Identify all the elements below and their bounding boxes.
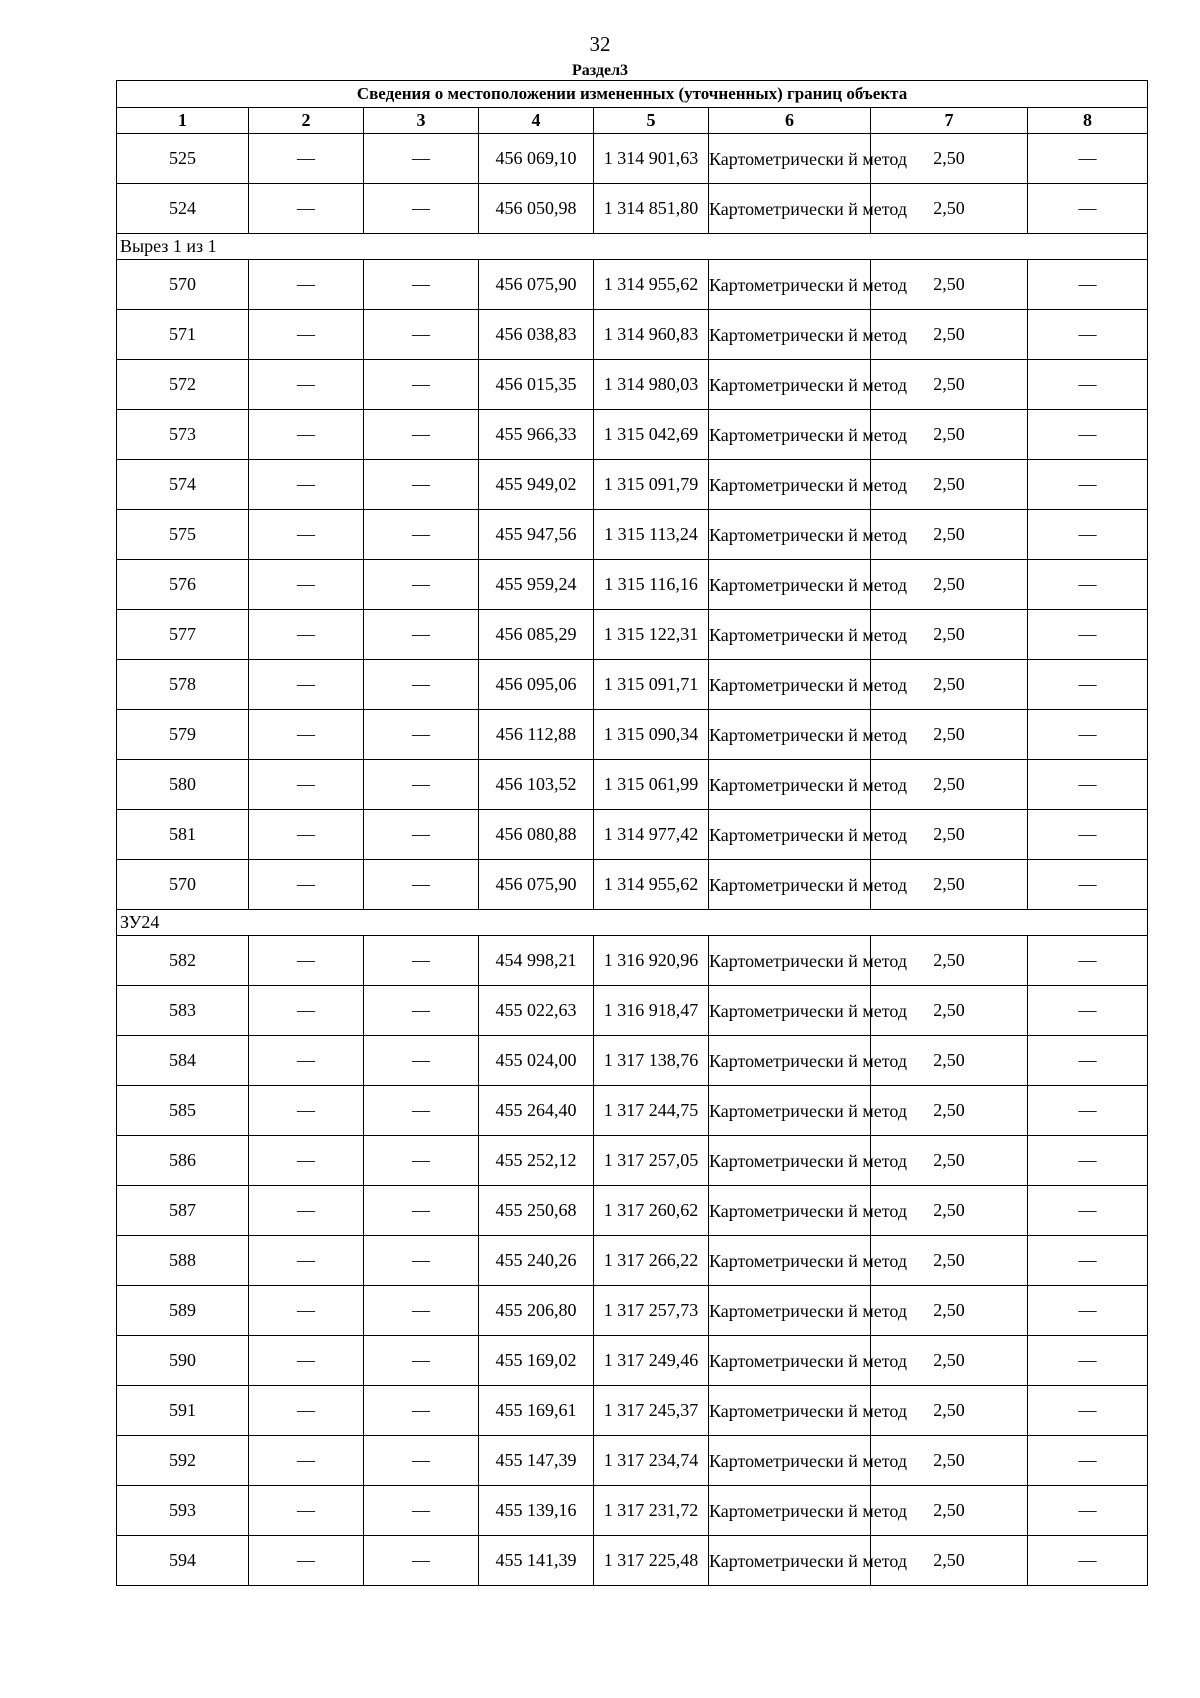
group-label: Вырез 1 из 1 [117,234,1148,260]
method-cell: Картометрически й метод [709,1036,871,1086]
group-header-row [117,910,1148,936]
empty-dash-cell: — [249,184,364,234]
point-number-cell: 576 [117,560,249,610]
y-coordinate-cell: 1 315 091,79 [594,460,709,510]
empty-dash-cell: — [1028,1186,1148,1236]
empty-dash-cell: — [1028,710,1148,760]
table-row [117,1236,1148,1286]
empty-dash-cell: — [364,1336,479,1386]
empty-dash-cell: — [364,660,479,710]
method-cell: Картометрически й метод [709,1386,871,1436]
y-coordinate-cell: 1 314 980,03 [594,360,709,410]
empty-dash-cell: — [1028,1386,1148,1436]
boundary-coordinates-table [116,80,1148,1586]
empty-dash-cell: — [364,1136,479,1186]
x-coordinate-cell: 456 075,90 [479,260,594,310]
empty-dash-cell: — [249,610,364,660]
accuracy-cell: 2,50 [871,810,1028,860]
empty-dash-cell: — [249,1436,364,1486]
x-coordinate-cell: 456 069,10 [479,134,594,184]
y-coordinate-cell: 1 315 122,31 [594,610,709,660]
table-row [117,660,1148,710]
point-number-cell: 575 [117,510,249,560]
empty-dash-cell: — [249,1336,364,1386]
empty-dash-cell: — [364,260,479,310]
empty-dash-cell: — [364,936,479,986]
empty-dash-cell: — [249,986,364,1036]
method-cell: Картометрически й метод [709,134,871,184]
empty-dash-cell: — [1028,310,1148,360]
method-cell: Картометрически й метод [709,260,871,310]
x-coordinate-cell: 456 095,06 [479,660,594,710]
method-cell: Картометрически й метод [709,710,871,760]
empty-dash-cell: — [364,810,479,860]
empty-dash-cell: — [1028,760,1148,810]
accuracy-cell: 2,50 [871,510,1028,560]
empty-dash-cell: — [1028,810,1148,860]
x-coordinate-cell: 456 075,90 [479,860,594,910]
empty-dash-cell: — [364,1036,479,1086]
empty-dash-cell: — [1028,1086,1148,1136]
x-coordinate-cell: 455 169,02 [479,1336,594,1386]
empty-dash-cell: — [364,1236,479,1286]
accuracy-cell: 2,50 [871,1236,1028,1286]
empty-dash-cell: — [1028,1436,1148,1486]
y-coordinate-cell: 1 314 851,80 [594,184,709,234]
method-cell: Картометрически й метод [709,610,871,660]
accuracy-cell: 2,50 [871,986,1028,1036]
empty-dash-cell: — [1028,610,1148,660]
y-coordinate-cell: 1 315 091,71 [594,660,709,710]
x-coordinate-cell: 455 240,26 [479,1236,594,1286]
empty-dash-cell: — [364,1186,479,1236]
table-row [117,1036,1148,1086]
method-cell: Картометрически й метод [709,860,871,910]
accuracy-cell: 2,50 [871,760,1028,810]
method-cell: Картометрически й метод [709,810,871,860]
column-header: 3 [364,108,479,134]
empty-dash-cell: — [364,1486,479,1536]
empty-dash-cell: — [1028,986,1148,1036]
point-number-cell: 587 [117,1186,249,1236]
empty-dash-cell: — [1028,1286,1148,1336]
x-coordinate-cell: 455 206,80 [479,1286,594,1336]
table-row [117,1386,1148,1436]
empty-dash-cell: — [1028,1236,1148,1286]
empty-dash-cell: — [364,610,479,660]
accuracy-cell: 2,50 [871,1336,1028,1386]
x-coordinate-cell: 456 103,52 [479,760,594,810]
empty-dash-cell: — [249,410,364,460]
point-number-cell: 570 [117,860,249,910]
y-coordinate-cell: 1 316 918,47 [594,986,709,1036]
empty-dash-cell: — [1028,1036,1148,1086]
empty-dash-cell: — [1028,660,1148,710]
empty-dash-cell: — [364,710,479,760]
point-number-cell: 584 [117,1036,249,1086]
accuracy-cell: 2,50 [871,460,1028,510]
column-header: 1 [117,108,249,134]
empty-dash-cell: — [364,860,479,910]
y-coordinate-cell: 1 314 955,62 [594,860,709,910]
point-number-cell: 586 [117,1136,249,1186]
table-row [117,710,1148,760]
empty-dash-cell: — [364,1536,479,1586]
method-cell: Картометрически й метод [709,660,871,710]
method-cell: Картометрически й метод [709,410,871,460]
y-coordinate-cell: 1 317 234,74 [594,1436,709,1486]
empty-dash-cell: — [364,310,479,360]
y-coordinate-cell: 1 317 249,46 [594,1336,709,1386]
method-cell: Картометрически й метод [709,1286,871,1336]
y-coordinate-cell: 1 316 920,96 [594,936,709,986]
y-coordinate-cell: 1 317 260,62 [594,1186,709,1236]
method-cell: Картометрически й метод [709,184,871,234]
accuracy-cell: 2,50 [871,310,1028,360]
point-number-cell: 588 [117,1236,249,1286]
x-coordinate-cell: 455 949,02 [479,460,594,510]
table-row [117,1336,1148,1386]
point-number-cell: 581 [117,810,249,860]
table-row [117,1186,1148,1236]
table-row [117,360,1148,410]
y-coordinate-cell: 1 314 977,42 [594,810,709,860]
method-cell: Картометрически й метод [709,310,871,360]
empty-dash-cell: — [249,1236,364,1286]
y-coordinate-cell: 1 317 231,72 [594,1486,709,1536]
point-number-cell: 592 [117,1436,249,1486]
x-coordinate-cell: 455 947,56 [479,510,594,560]
point-number-cell: 579 [117,710,249,760]
x-coordinate-cell: 456 050,98 [479,184,594,234]
x-coordinate-cell: 455 966,33 [479,410,594,460]
empty-dash-cell: — [1028,1336,1148,1386]
x-coordinate-cell: 456 085,29 [479,610,594,660]
point-number-cell: 585 [117,1086,249,1136]
point-number-cell: 590 [117,1336,249,1386]
accuracy-cell: 2,50 [871,1536,1028,1586]
group-header-row [117,234,1148,260]
y-coordinate-cell: 1 317 266,22 [594,1236,709,1286]
method-cell: Картометрически й метод [709,1436,871,1486]
empty-dash-cell: — [249,1086,364,1136]
accuracy-cell: 2,50 [871,860,1028,910]
page-number: 32 [589,32,611,56]
empty-dash-cell: — [1028,260,1148,310]
empty-dash-cell: — [1028,184,1148,234]
y-coordinate-cell: 1 314 960,83 [594,310,709,360]
empty-dash-cell: — [364,134,479,184]
x-coordinate-cell: 456 112,88 [479,710,594,760]
x-coordinate-cell: 455 169,61 [479,1386,594,1436]
empty-dash-cell: — [364,1436,479,1486]
table-row [117,1286,1148,1336]
empty-dash-cell: — [1028,134,1148,184]
table-row [117,936,1148,986]
accuracy-cell: 2,50 [871,560,1028,610]
x-coordinate-cell: 456 038,83 [479,310,594,360]
table-row [117,1436,1148,1486]
table-row [117,1086,1148,1136]
method-cell: Картометрически й метод [709,360,871,410]
column-header: 8 [1028,108,1148,134]
empty-dash-cell: — [1028,936,1148,986]
table-row [117,460,1148,510]
point-number-cell: 572 [117,360,249,410]
x-coordinate-cell: 455 252,12 [479,1136,594,1186]
point-number-cell: 582 [117,936,249,986]
accuracy-cell: 2,50 [871,184,1028,234]
y-coordinate-cell: 1 315 113,24 [594,510,709,560]
table-row [117,310,1148,360]
method-cell: Картометрически й метод [709,1336,871,1386]
accuracy-cell: 2,50 [871,1486,1028,1536]
accuracy-cell: 2,50 [871,660,1028,710]
empty-dash-cell: — [1028,560,1148,610]
empty-dash-cell: — [249,510,364,560]
table-row [117,134,1148,184]
point-number-cell: 583 [117,986,249,1036]
table-header-row [117,108,1148,134]
x-coordinate-cell: 455 264,40 [479,1086,594,1136]
table-row [117,610,1148,660]
x-coordinate-cell: 455 147,39 [479,1436,594,1486]
empty-dash-cell: — [364,184,479,234]
accuracy-cell: 2,50 [871,1286,1028,1336]
y-coordinate-cell: 1 317 257,05 [594,1136,709,1186]
empty-dash-cell: — [249,360,364,410]
empty-dash-cell: — [249,660,364,710]
table-row [117,260,1148,310]
table-row [117,860,1148,910]
point-number-cell: 524 [117,184,249,234]
y-coordinate-cell: 1 317 257,73 [594,1286,709,1336]
empty-dash-cell: — [249,1036,364,1086]
method-cell: Картометрически й метод [709,510,871,560]
group-label: ЗУ24 [117,910,1148,936]
empty-dash-cell: — [249,560,364,610]
table-caption: Сведения о местоположении измененных (уточненных) границ объекта [117,81,1148,108]
point-number-cell: 578 [117,660,249,710]
point-number-cell: 525 [117,134,249,184]
method-cell: Картометрически й метод [709,560,871,610]
x-coordinate-cell: 455 022,63 [479,986,594,1036]
empty-dash-cell: — [364,1386,479,1436]
empty-dash-cell: — [1028,1536,1148,1586]
method-cell: Картометрически й метод [709,1186,871,1236]
empty-dash-cell: — [249,1386,364,1436]
empty-dash-cell: — [249,260,364,310]
x-coordinate-cell: 455 139,16 [479,1486,594,1536]
point-number-cell: 593 [117,1486,249,1536]
point-number-cell: 571 [117,310,249,360]
empty-dash-cell: — [364,560,479,610]
point-number-cell: 573 [117,410,249,460]
table-row [117,510,1148,560]
table-row [117,184,1148,234]
x-coordinate-cell: 455 250,68 [479,1186,594,1236]
y-coordinate-cell: 1 317 244,75 [594,1086,709,1136]
column-header: 5 [594,108,709,134]
column-header: 7 [871,108,1028,134]
y-coordinate-cell: 1 315 061,99 [594,760,709,810]
point-number-cell: 574 [117,460,249,510]
empty-dash-cell: — [1028,510,1148,560]
empty-dash-cell: — [364,510,479,560]
empty-dash-cell: — [249,1536,364,1586]
method-cell: Картометрически й метод [709,1536,871,1586]
x-coordinate-cell: 455 141,39 [479,1536,594,1586]
empty-dash-cell: — [364,1286,479,1336]
accuracy-cell: 2,50 [871,260,1028,310]
empty-dash-cell: — [1028,360,1148,410]
method-cell: Картометрически й метод [709,986,871,1036]
empty-dash-cell: — [364,360,479,410]
empty-dash-cell: — [249,460,364,510]
table-row [117,410,1148,460]
x-coordinate-cell: 455 959,24 [479,560,594,610]
y-coordinate-cell: 1 317 138,76 [594,1036,709,1086]
empty-dash-cell: — [1028,1136,1148,1186]
empty-dash-cell: — [249,1486,364,1536]
table-body [117,134,1148,1586]
accuracy-cell: 2,50 [871,1086,1028,1136]
column-header: 6 [709,108,871,134]
empty-dash-cell: — [249,1186,364,1236]
accuracy-cell: 2,50 [871,710,1028,760]
accuracy-cell: 2,50 [871,410,1028,460]
accuracy-cell: 2,50 [871,1186,1028,1236]
empty-dash-cell: — [249,1286,364,1336]
empty-dash-cell: — [1028,410,1148,460]
accuracy-cell: 2,50 [871,360,1028,410]
column-header: 4 [479,108,594,134]
empty-dash-cell: — [364,986,479,1036]
method-cell: Картометрически й метод [709,1086,871,1136]
table-caption-row [117,81,1148,108]
empty-dash-cell: — [1028,460,1148,510]
empty-dash-cell: — [249,710,364,760]
method-cell: Картометрически й метод [709,936,871,986]
point-number-cell: 589 [117,1286,249,1336]
empty-dash-cell: — [364,760,479,810]
x-coordinate-cell: 456 015,35 [479,360,594,410]
section-title: Раздел3 [571,62,629,79]
accuracy-cell: 2,50 [871,134,1028,184]
accuracy-cell: 2,50 [871,936,1028,986]
y-coordinate-cell: 1 315 042,69 [594,410,709,460]
x-coordinate-cell: 454 998,21 [479,936,594,986]
empty-dash-cell: — [249,810,364,860]
point-number-cell: 577 [117,610,249,660]
empty-dash-cell: — [249,860,364,910]
empty-dash-cell: — [1028,1486,1148,1536]
column-header: 2 [249,108,364,134]
empty-dash-cell: — [249,760,364,810]
method-cell: Картометрически й метод [709,460,871,510]
method-cell: Картометрически й метод [709,1486,871,1536]
y-coordinate-cell: 1 317 245,37 [594,1386,709,1436]
y-coordinate-cell: 1 314 901,63 [594,134,709,184]
empty-dash-cell: — [364,1086,479,1136]
point-number-cell: 594 [117,1536,249,1586]
x-coordinate-cell: 456 080,88 [479,810,594,860]
y-coordinate-cell: 1 317 225,48 [594,1536,709,1586]
empty-dash-cell: — [249,134,364,184]
accuracy-cell: 2,50 [871,610,1028,660]
accuracy-cell: 2,50 [871,1036,1028,1086]
table-row [117,760,1148,810]
table-row [117,1536,1148,1586]
accuracy-cell: 2,50 [871,1436,1028,1486]
table-row [117,1136,1148,1186]
table-row [117,560,1148,610]
point-number-cell: 591 [117,1386,249,1436]
table-row [117,986,1148,1036]
empty-dash-cell: — [364,410,479,460]
table-row [117,810,1148,860]
x-coordinate-cell: 455 024,00 [479,1036,594,1086]
empty-dash-cell: — [249,310,364,360]
y-coordinate-cell: 1 314 955,62 [594,260,709,310]
y-coordinate-cell: 1 315 090,34 [594,710,709,760]
empty-dash-cell: — [249,936,364,986]
point-number-cell: 570 [117,260,249,310]
y-coordinate-cell: 1 315 116,16 [594,560,709,610]
method-cell: Картометрически й метод [709,760,871,810]
method-cell: Картометрически й метод [709,1236,871,1286]
accuracy-cell: 2,50 [871,1386,1028,1436]
table-row [117,1486,1148,1536]
empty-dash-cell: — [1028,860,1148,910]
method-cell: Картометрически й метод [709,1136,871,1186]
empty-dash-cell: — [249,1136,364,1186]
point-number-cell: 580 [117,760,249,810]
empty-dash-cell: — [364,460,479,510]
accuracy-cell: 2,50 [871,1136,1028,1186]
